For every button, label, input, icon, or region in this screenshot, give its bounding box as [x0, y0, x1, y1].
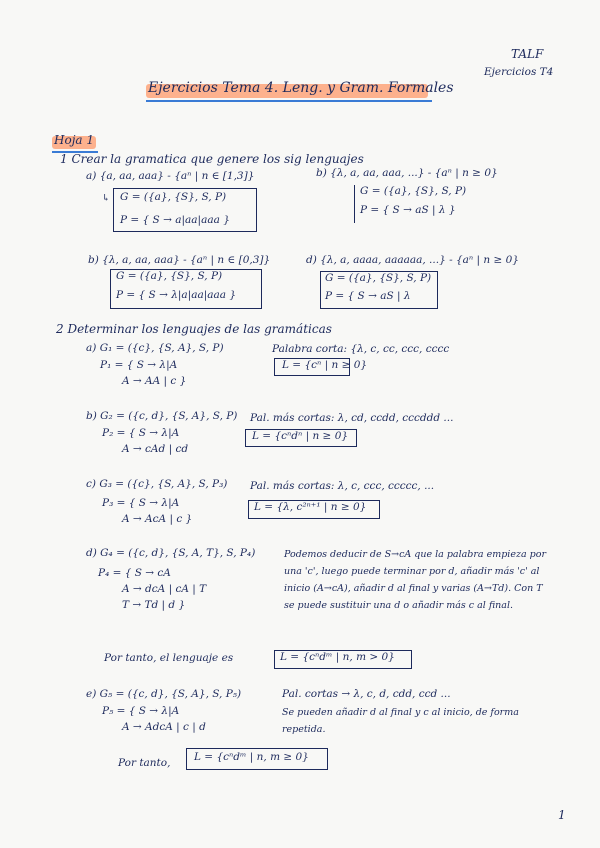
sheet-title: Hoja 1 [54, 133, 95, 147]
q2e-prod-2: A → AdcA | c | d [122, 721, 206, 733]
q2c-grammar: c) G₃ = ({c}, {S, A}, S, P₃) [86, 478, 228, 490]
q1c-language: b) {λ, a, aa, aaa} - {aⁿ | n ∈ [0,3]} [88, 254, 271, 266]
q2b-language: L = {cⁿdⁿ | n ≥ 0} [252, 430, 349, 442]
q1a-language: a) {a, aa, aaa} - {aⁿ | n ∈ [1,3]} [86, 170, 255, 182]
q2d-prod-3: T → Td | d } [122, 599, 186, 611]
q1c-grammar: G = ({a}, {S}, S, P) [116, 270, 223, 282]
q2d-explanation: Podemos deducir de S→cA que la palabra empieza por una 'c', luego puede terminar por d, añadir más 'c' al inicio (A→cA), añadir d al final y varias (A→Td). Con T se puede sustituir una d o añadir más c al final. [284, 549, 546, 611]
q2d-prod-1: P₄ = { S → cA [98, 567, 171, 579]
q2d-prod-2: A → dcA | cA | T [122, 583, 207, 595]
q2b-prod-2: A → cAd | cd [122, 443, 189, 455]
q1b-grammar: G = ({a}, {S}, S, P) [360, 185, 467, 197]
q2d-conclusion: Por tanto, el lenguaje es [104, 652, 234, 664]
page-number: 1 [558, 808, 566, 822]
q2c-language: L = {λ, c²ⁿ⁺¹ | n ≥ 0} [254, 501, 367, 513]
q2e-grammar: e) G₅ = ({c, d}, {S, A}, S, P₅) [86, 688, 242, 700]
q1d-language: d) {λ, a, aaaa, aaaaaa, ...} - {aⁿ | n ≥ 0} [306, 254, 519, 266]
q1a-productions: P = { S → a|aa|aaa } [120, 214, 230, 226]
q2a-language: L = {cⁿ | n ≥ 0} [282, 359, 368, 371]
q1b-language: b) {λ, a, aa, aaa, ...} - {aⁿ | n ≥ 0} [316, 167, 498, 179]
q1a-grammar: G = ({a}, {S}, S, P) [120, 191, 227, 203]
q2b-short-words: Pal. más cortas: λ, cd, ccdd, cccddd ... [250, 412, 454, 424]
q2a-prod-2: A → AA | c } [122, 375, 187, 387]
q2c-prod-2: A → AcA | c } [122, 513, 193, 525]
q2c-prod-1: P₃ = { S → λ|A [102, 497, 180, 509]
q2-heading: 2 Determinar los lenguajes de las gramáticas [56, 322, 332, 336]
page-title: Ejercicios Tema 4. Leng. y Gram. Formales [148, 80, 454, 96]
q2a-prod-1: P₁ = { S → λ|A [100, 359, 178, 371]
q1d-grammar: G = ({a}, {S}, S, P) [325, 272, 432, 284]
q1b-productions: P = { S → aS | λ } [360, 204, 456, 216]
q2e-explanation: Se pueden añadir d al final y c al inicio, de forma repetida. [282, 707, 519, 735]
q1b-bracket [354, 185, 355, 223]
q1-heading: 1 Crear la gramatica que genere los sig lenguajes [60, 152, 364, 166]
subject-label: Ejercicios T4 [484, 66, 554, 78]
course-code: TALF [511, 47, 544, 61]
q2a-short-words: Palabra corta: {λ, c, cc, ccc, cccc [272, 343, 450, 355]
q2b-grammar: b) G₂ = ({c, d}, {S, A}, S, P) [86, 410, 238, 422]
q2e-prod-1: P₅ = { S → λ|A [102, 705, 180, 717]
q1c-productions: P = { S → λ|a|aa|aaa } [116, 289, 237, 301]
q2b-prod-1: P₂ = { S → λ|A [102, 427, 180, 439]
q1d-productions: P = { S → aS | λ [325, 290, 411, 302]
q2c-short-words: Pal. más cortas: λ, c, ccc, ccccc, ... [250, 480, 435, 492]
q2a-grammar: a) G₁ = ({c}, {S, A}, S, P) [86, 342, 224, 354]
q1a-arrow-label: ↳ [102, 193, 110, 204]
q2d-grammar: d) G₄ = ({c, d}, {S, A, T}, S, P₄) [86, 547, 256, 559]
q2e-short-words: Pal. cortas → λ, c, d, cdd, ccd ... [282, 688, 451, 700]
q2e-language: L = {cⁿdᵐ | n, m ≥ 0} [194, 751, 309, 763]
q2d-language: L = {cⁿdᵐ | n, m > 0} [280, 651, 395, 663]
q2e-conclusion: Por tanto, [118, 757, 171, 769]
title-underline [146, 100, 432, 102]
